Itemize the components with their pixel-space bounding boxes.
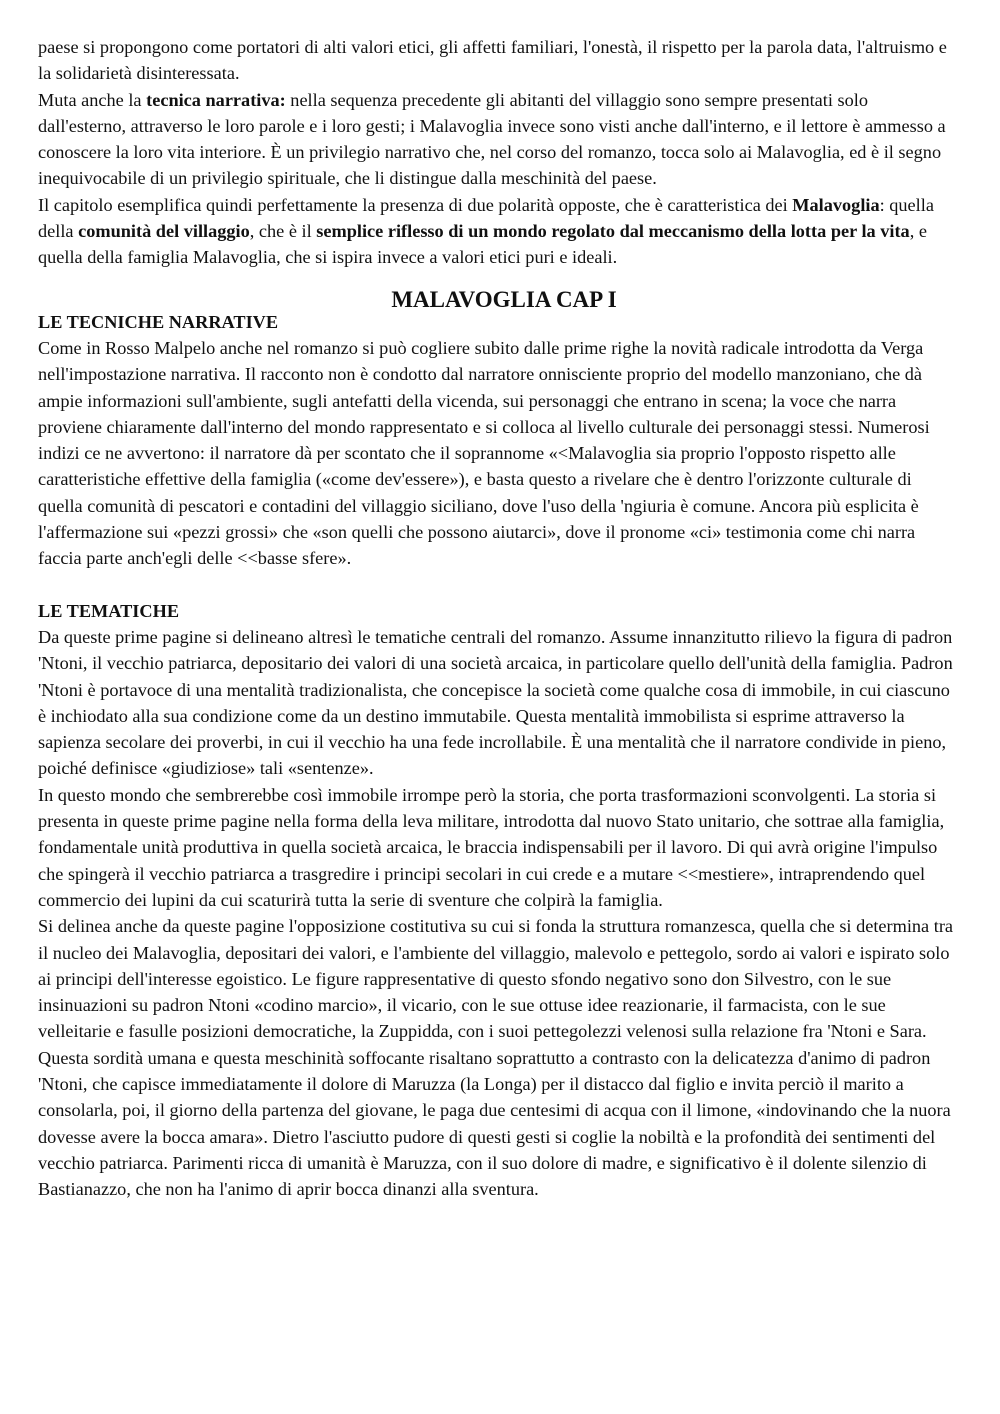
paragraph-spacer — [38, 572, 954, 598]
intro-paragraph-3 — [38, 192, 954, 271]
text-run: , che è il — [249, 221, 317, 242]
bold-term: Malavoglia — [792, 194, 880, 215]
text-run: Muta anche la — [38, 89, 147, 110]
section-tematiche-paragraph-4: Questa sordità umana e questa meschinità soffocante risaltano soprattutto a contrasto con la delicatezza d'animo di padron 'Ntoni, che capisce immediatamente il dolore di Maruzza (la Longa) per il distacco dal figlio e invita perciò il marito a consolarla, poi, il giorno della partenza del giovane, le paga due centesimi di acqua con il limone, «indovinando che la nuora dovesse avere la bocca amara». Dietro l'asciutto pudore di questi gesti si coglie la nobiltà e la profondità dei sentimenti del vecchio patriarca. Parimenti ricca di umanità è Maruzza, con il suo dolore di madre, e significativo è il dolente silenzio di Bastianazzo, che non ha l'animo di aprir bocca dinanzi alla sventura. — [38, 1047, 951, 1200]
bold-term: tecnica narrativa: — [146, 89, 286, 110]
section-tecniche-paragraph: Come in Rosso Malpelo anche nel romanzo si può cogliere subito dalle prime righe la novità radicale introdotta da Verga nell'impostazione narrativa. Il racconto non è condotto dal narratore onnisciente proprio del modello manzoniano, che dà ampie informazioni sull'ambiente, sugli antefatti della vicenda, sui personaggi che entrano in scena; la voce che narra proviene chiaramente dall'interno del mondo rappresentato e si colloca al livello culturale dei personaggi stessi. Numerosi indizi ce ne avvertono: il narratore dà per scontato che il soprannome «<Malavoglia sia proprio l'opposto rispetto alle caratteristiche effettive della famiglia («come dev'essere»), e basta questo a rivelare che è dentro l'orizzonte culturale di quella comunità di pescatori e contadini del villaggio siciliano, dove l'uso della 'ngiuria è comune. Ancora più esplicita è l'affermazione sui «pezzi grossi» che «son quelli che possono aiutarci», dove il pronome «ci» testimonia come chi narra faccia parte anch'egli delle <<basse sfere». — [38, 337, 930, 569]
text-run: , e quella della famiglia Malavoglia, che si ispira invece a valori etici puri e ideali. — [38, 221, 927, 268]
bold-term: comunità del villaggio — [78, 221, 250, 242]
section-heading-tematiche: LE TEMATICHE — [38, 600, 180, 621]
section-tematiche-paragraph-2: In questo mondo che sembrerebbe così immobile irrompe però la storia, che porta trasformazioni sconvolgenti. La storia si presenta in queste prime pagine nella forma della leva militare, introdotta dal nuovo Stato unitario, che sottrae alla famiglia, fondamentale unità produttiva in quella società arcaica, le braccia indispensabili per il lavoro. Di qui avrà origine l'impulso che spingerà il vecchio patriarca a trasgredire i principi secolari in cui crede e a mutare <<mestiere», intraprendendo quel commercio dei lupini da cui scaturirà tutta la serie di sventure che colpirà la famiglia. — [38, 784, 945, 910]
section-tematiche-paragraph-1: Da queste prime pagine si delineano altresì le tematiche centrali del romanzo. Assume innanzitutto rilievo la figura di padron 'Ntoni, il vecchio patriarca, depositario dei valori di una società arcaica, in particolare quello dell'unità della famiglia. Padron 'Ntoni è portavoce di una mentalità tradizionalista, che concepisce la società come qualche cosa di immobile, in cui ciascuno è inchiodato alla sua condizione come da un destino immutabile. Questa mentalità immobilista si esprime attraverso la sapienza secolare dei proverbi, in cui il vecchio ha una fede incrollabile. È una mentalità che il narratore condivide in pieno, poiché definisce «giudiziose» tali «sentenze». — [38, 626, 953, 779]
section-heading-tecniche: LE TECNICHE NARRATIVE — [38, 311, 279, 332]
intro-paragraph-1: paese si propongono come portatori di alti valori etici, gli affetti familiari, l'onestà, il rispetto per la parola data, l'altruismo e la solidarietà disinteressata. — [38, 37, 947, 84]
document-title: MALAVOGLIA CAP I — [391, 286, 617, 312]
text-run: nella sequenza precedente gli abitanti del villaggio sono sempre presentati solo dall'esterno, attraverso le loro parole e i loro gesti; i Malavoglia invece sono visti anche dall'interno, e il lettore è ammesso a conoscere la loro vita interiore. È un privilegio narrativo che, nel corso del romanzo, tocca solo ai Malavoglia, ed è il segno inequivocabile di un privilegio spirituale, che li distingue dalla meschinità del paese. — [38, 89, 946, 189]
bold-term: semplice riflesso di un mondo regolato dal meccanismo della lotta per la vita — [316, 221, 910, 242]
text-run: : quella della — [38, 194, 934, 242]
section-tematiche-paragraph-3: Si delinea anche da queste pagine l'opposizione costitutiva su cui si fonda la struttura romanzesca, quella che si determina tra il nucleo dei Malavoglia, depositari dei valori, e l'ambiente del villaggio, malevolo e pettegolo, sordo ai valori e ispirato solo ai principi dell'interesse egoistico. Le figure rappresentative di questo sfondo negativo sono don Silvestro, con le sue insinuazioni su padron Ntoni «codino marcio», il vicario, con le sue ottuse idee reazionarie, il farmacista, con le sue velleitarie e fasulle posizioni democratiche, la Zuppidda, con i suoi pettegolezzi velenosi sulla relazione fra 'Ntoni e Sara. — [38, 916, 954, 1042]
text-run: Il capitolo esemplifica quindi perfettamente la presenza di due polarità opposte, che è caratteristica dei — [38, 194, 793, 215]
intro-paragraph-2 — [38, 87, 954, 192]
